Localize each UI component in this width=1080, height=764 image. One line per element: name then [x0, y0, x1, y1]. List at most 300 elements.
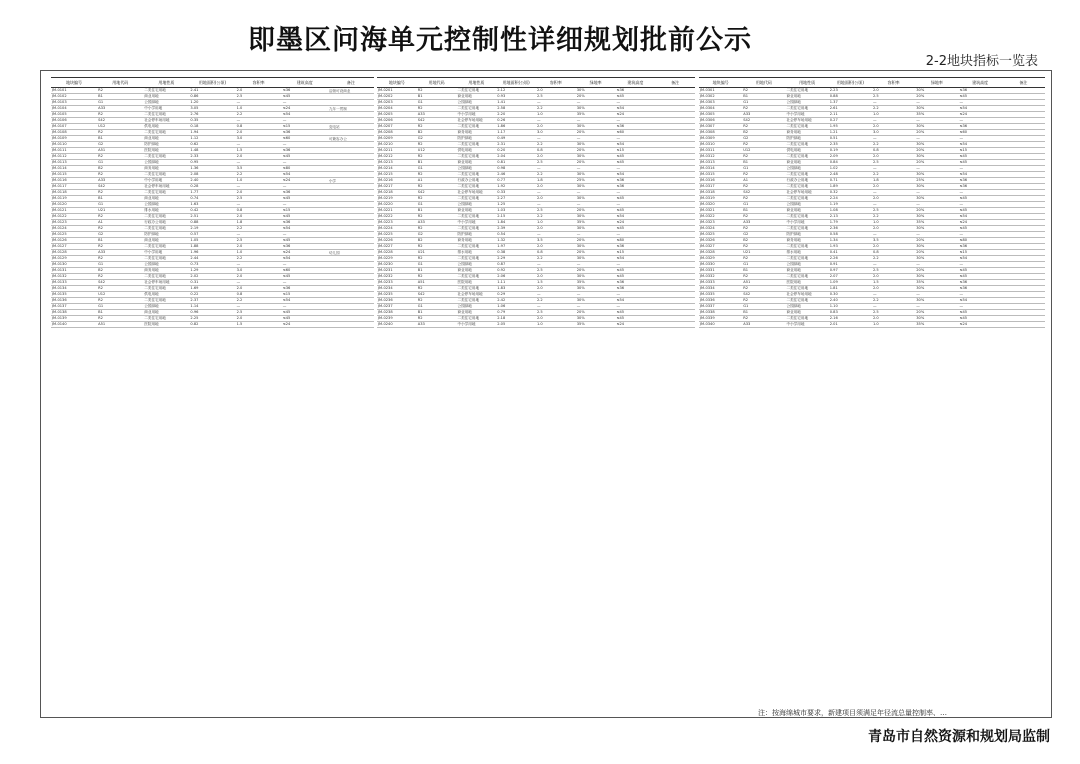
table-cell: 2.5 — [236, 94, 282, 100]
table-cell: 二类住宅用地 — [786, 214, 829, 220]
table-cell: R2 — [97, 130, 143, 136]
table-cell: 医院用地 — [457, 280, 497, 286]
table-cell: 2.0 — [536, 154, 576, 160]
column-header: 绿地率 — [915, 78, 958, 88]
table-cell: A1 — [417, 178, 457, 184]
table-cell: 0.82 — [189, 322, 235, 328]
table-cell: ≤45 — [959, 94, 1002, 100]
table-cell: B1 — [742, 268, 785, 274]
table-cell: — — [915, 100, 958, 106]
table-cell: 30% — [576, 256, 616, 262]
table-cell: 0.88 — [829, 94, 872, 100]
table-cell: ≤54 — [959, 142, 1002, 148]
table-header-row — [699, 78, 1045, 88]
table-cell: JM-0205 — [377, 112, 417, 118]
table-cell: JM-0116 — [51, 178, 97, 184]
table-cell: — — [872, 100, 915, 106]
table-cell: 二类住宅用地 — [457, 244, 497, 250]
table-cell: 2.2 — [872, 214, 915, 220]
table-cell: JM-0228 — [377, 250, 417, 256]
table-cell: R2 — [417, 142, 457, 148]
table-cell: ≤45 — [616, 226, 656, 232]
table-cell: 社会停车场用地 — [786, 292, 829, 298]
table-cell: ≤45 — [616, 154, 656, 160]
table-cell: — — [282, 262, 328, 268]
table-cell: 1.8 — [236, 220, 282, 226]
table-cell: ≤36 — [616, 178, 656, 184]
table-cell: R2 — [417, 244, 457, 250]
table-cell: ≤54 — [616, 106, 656, 112]
table-cell: G1 — [742, 166, 785, 172]
table-cell: 二类住宅用地 — [457, 274, 497, 280]
table-cell: ≤45 — [959, 196, 1002, 202]
table-cell: — — [872, 292, 915, 298]
table-cell: 1.84 — [496, 220, 536, 226]
table-cell: — — [959, 232, 1002, 238]
table-cell: JM-0130 — [51, 262, 97, 268]
table-cell: ≤45 — [282, 214, 328, 220]
table-cell: 30% — [576, 142, 616, 148]
table-cell: 中小学用地 — [786, 112, 829, 118]
table-cell: 0.8 — [536, 250, 576, 256]
table-cell: 2.0 — [536, 286, 576, 292]
table-cell: 1.5 — [236, 322, 282, 328]
table-cell: 20% — [915, 160, 958, 166]
table-cell: JM-0122 — [51, 214, 97, 220]
table-cell: 2.11 — [829, 112, 872, 118]
table-cell: ≤45 — [959, 316, 1002, 322]
table-cell: B1 — [417, 310, 457, 316]
table-cell: 20% — [576, 160, 616, 166]
table-cell: R2 — [97, 190, 143, 196]
table-cell: 2.5 — [536, 310, 576, 316]
table-cell: JM-0206 — [377, 118, 417, 124]
table-cell: ≤54 — [959, 214, 1002, 220]
table-cell: ≤36 — [616, 286, 656, 292]
table-cell: 3.5 — [536, 238, 576, 244]
table-panel-middle — [377, 77, 695, 707]
table-cell: 行政办公用地 — [457, 178, 497, 184]
table-cell: JM-0320 — [699, 202, 742, 208]
table-cell: 0.97 — [829, 268, 872, 274]
table-cell: ≤45 — [282, 316, 328, 322]
table-cell: R2 — [97, 172, 143, 178]
table-cell: 30% — [915, 154, 958, 160]
table-cell: 0.73 — [189, 262, 235, 268]
table-cell: ≤36 — [959, 286, 1002, 292]
table-cell: 公园绿地 — [143, 160, 189, 166]
column-header: 建筑高度 — [616, 78, 656, 88]
table-cell: JM-0325 — [699, 232, 742, 238]
table-cell: JM-0316 — [699, 178, 742, 184]
table-cell: R2 — [417, 196, 457, 202]
table-cell: 1.48 — [189, 148, 235, 154]
table-cell: JM-0223 — [377, 220, 417, 226]
table-cell: JM-0210 — [377, 142, 417, 148]
table-cell: 供电用地 — [143, 124, 189, 130]
table-cell: 2.16 — [829, 316, 872, 322]
table-cell: R2 — [742, 196, 785, 202]
table-cell: 二类住宅用地 — [457, 226, 497, 232]
column-header: 地块编号 — [699, 78, 742, 88]
table-cell: — — [915, 118, 958, 124]
table-cell: 2.0 — [872, 226, 915, 232]
table-cell: R2 — [417, 124, 457, 130]
table-cell: 二类住宅用地 — [457, 106, 497, 112]
table-cell: S42 — [97, 118, 143, 124]
table-cell: 二类住宅用地 — [786, 88, 829, 94]
table-cell: 商业用地 — [143, 94, 189, 100]
table-panel-right — [699, 77, 1045, 707]
table-cell: ≤45 — [282, 238, 328, 244]
table-cell: — — [576, 202, 616, 208]
table-row — [699, 322, 1045, 328]
table-cell: ≤54 — [616, 172, 656, 178]
table-cell: JM-0134 — [51, 286, 97, 292]
table-cell: 行政办公用地 — [786, 178, 829, 184]
table-cell: 2.0 — [872, 196, 915, 202]
table-cell: — — [616, 190, 656, 196]
table-cell: 二类住宅用地 — [786, 196, 829, 202]
table-cell: JM-0311 — [699, 148, 742, 154]
table-cell: 2.2 — [872, 106, 915, 112]
table-cell: 2.2 — [536, 142, 576, 148]
table-cell: — — [236, 142, 282, 148]
column-header: 用地面积(公顷) — [496, 78, 536, 88]
table-cell: 2.2 — [536, 172, 576, 178]
table-cell: 35% — [915, 220, 958, 226]
table-cell: 0.38 — [496, 250, 536, 256]
table-cell: B2 — [742, 130, 785, 136]
table-cell: 幼儿园 — [328, 250, 374, 256]
table-cell: R2 — [742, 124, 785, 130]
table-cell: — — [282, 142, 328, 148]
table-cell: 1.77 — [189, 190, 235, 196]
table-cell: JM-0214 — [377, 166, 417, 172]
table-cell: 二类住宅用地 — [143, 298, 189, 304]
table-cell: R2 — [742, 154, 785, 160]
table-cell: JM-0202 — [377, 94, 417, 100]
indicator-table-left — [51, 77, 374, 328]
table-cell: 医院用地 — [143, 148, 189, 154]
table-cell: R2 — [742, 226, 785, 232]
table-cell: R2 — [417, 256, 457, 262]
table-cell: — — [576, 190, 616, 196]
table-cell: JM-0107 — [51, 124, 97, 130]
table-cell: 1.95 — [829, 124, 872, 130]
table-cell: R2 — [97, 112, 143, 118]
table-cell: R2 — [417, 184, 457, 190]
table-cell: 2.2 — [872, 256, 915, 262]
table-cell: 0.28 — [189, 184, 235, 190]
table-cell: 1.79 — [829, 220, 872, 226]
table-cell: — — [915, 190, 958, 196]
table-cell: R2 — [97, 274, 143, 280]
table-cell: JM-0126 — [51, 238, 97, 244]
table-cell: JM-0332 — [699, 274, 742, 280]
table-cell: ≤36 — [616, 88, 656, 94]
table-cell: — — [536, 262, 576, 268]
table-cell: 0.8 — [236, 124, 282, 130]
table-cell: ≤80 — [616, 238, 656, 244]
table-cell: 社会停车场用地 — [457, 292, 497, 298]
table-cell: R2 — [97, 88, 143, 94]
table-cell: 2.0 — [236, 130, 282, 136]
table-cell: 2.2 — [536, 214, 576, 220]
table-cell: JM-0131 — [51, 268, 97, 274]
table-cell: 1.0 — [236, 250, 282, 256]
table-cell: 2.2 — [236, 226, 282, 232]
table-cell: ≤54 — [959, 256, 1002, 262]
table-cell: JM-0322 — [699, 214, 742, 220]
table-cell: 公园绿地 — [786, 166, 829, 172]
table-cell: 3.0 — [872, 130, 915, 136]
table-cell: 0.26 — [496, 118, 536, 124]
table-cell: 公园绿地 — [457, 304, 497, 310]
footnote: 注：按海绵城市要求，新建项目须满足年径流总量控制率、… — [758, 709, 947, 717]
table-cell: ≤36 — [282, 244, 328, 250]
table-cell: 2.5 — [536, 160, 576, 166]
table-cell: ≤36 — [959, 280, 1002, 286]
table-cell: 0.22 — [189, 292, 235, 298]
table-cell: R2 — [742, 244, 785, 250]
table-cell: 1.03 — [496, 208, 536, 214]
table-cell: B2 — [417, 238, 457, 244]
table-cell: JM-0111 — [51, 148, 97, 154]
table-cell: ≤54 — [959, 298, 1002, 304]
table-cell: 0.35 — [189, 118, 235, 124]
table-cell: 3.0 — [236, 268, 282, 274]
table-cell: JM-0309 — [699, 136, 742, 142]
table-cell: 0.98 — [496, 166, 536, 172]
table-cell: ≤15 — [616, 148, 656, 154]
indicator-table-right — [699, 77, 1045, 328]
table-cell: 商务用地 — [143, 268, 189, 274]
table-cell: JM-0222 — [377, 214, 417, 220]
table-cell: 0.81 — [496, 160, 536, 166]
table-cell: 排水用地 — [143, 208, 189, 214]
table-cell: JM-0307 — [699, 124, 742, 130]
table-cell: 2.5 — [536, 208, 576, 214]
table-cell: 2.31 — [496, 142, 536, 148]
table-cell: ≤60 — [282, 268, 328, 274]
table-cell: 30% — [576, 316, 616, 322]
table-cell: ≤15 — [282, 208, 328, 214]
table-cell: JM-0115 — [51, 172, 97, 178]
table-cell: 1.25 — [496, 202, 536, 208]
table-cell: JM-0317 — [699, 184, 742, 190]
table-cell: JM-0330 — [699, 262, 742, 268]
column-header: 用地代码 — [97, 78, 143, 88]
table-cell: 0.77 — [496, 178, 536, 184]
table-cell: 中小学用地 — [457, 220, 497, 226]
table-cell: B2 — [417, 130, 457, 136]
table-cell — [1002, 322, 1045, 328]
table-cell: 1.0 — [236, 178, 282, 184]
table-cell: 2.0 — [872, 88, 915, 94]
table-cell: 社会停车场用地 — [786, 190, 829, 196]
table-cell: G1 — [97, 100, 143, 106]
table-cell: S42 — [97, 184, 143, 190]
table-cell: A51 — [742, 280, 785, 286]
table-cell: — — [536, 292, 576, 298]
table-cell: ≤15 — [959, 250, 1002, 256]
table-cell: 二类住宅用地 — [786, 298, 829, 304]
table-cell: G1 — [742, 262, 785, 268]
table-cell: — — [536, 190, 576, 196]
table-cell: 20% — [915, 250, 958, 256]
table-cell: 二类住宅用地 — [786, 142, 829, 148]
table-cell: ≤36 — [959, 124, 1002, 130]
table-cell: — — [236, 184, 282, 190]
table-cell: B1 — [417, 208, 457, 214]
table-cell: A33 — [417, 220, 457, 226]
table-cell: — — [236, 232, 282, 238]
table-cell: 2.5 — [872, 94, 915, 100]
table-cell: ≤45 — [959, 160, 1002, 166]
table-cell: G1 — [417, 100, 457, 106]
table-cell: — — [282, 232, 328, 238]
table-cell: 1.0 — [872, 322, 915, 328]
table-cell: ≤80 — [282, 166, 328, 172]
table-cell: 二类住宅用地 — [457, 124, 497, 130]
table-cell: U12 — [97, 292, 143, 298]
table-cell: 二类住宅用地 — [457, 142, 497, 148]
table-cell: ≤36 — [959, 244, 1002, 250]
table-cell: 公园绿地 — [457, 166, 497, 172]
table-cell: JM-0212 — [377, 154, 417, 160]
table-cell: — — [282, 118, 328, 124]
table-cell: 2.12 — [496, 88, 536, 94]
table-cell: 排水用地 — [457, 250, 497, 256]
table-cell: 1.08 — [829, 208, 872, 214]
table-cell: — — [616, 262, 656, 268]
table-cell: 社会停车场用地 — [143, 280, 189, 286]
table-cell: 35% — [576, 220, 616, 226]
table-cell: ≤24 — [282, 178, 328, 184]
table-cell: ≤36 — [616, 184, 656, 190]
table-cell: G1 — [742, 100, 785, 106]
table-cell: 2.29 — [496, 256, 536, 262]
indicator-table-frame — [40, 70, 1052, 718]
column-header: 用地面积(公顷) — [829, 78, 872, 88]
table-cell: 二类住宅用地 — [457, 298, 497, 304]
table-cell: JM-0334 — [699, 286, 742, 292]
table-cell: — — [959, 262, 1002, 268]
table-cell: 30% — [576, 226, 616, 232]
table-cell: 20% — [576, 130, 616, 136]
table-cell: S42 — [417, 190, 457, 196]
table-cell: JM-0235 — [377, 292, 417, 298]
table-cell: — — [616, 202, 656, 208]
table-cell: 2.35 — [829, 142, 872, 148]
table-cell: — — [536, 100, 576, 106]
table-cell: 二类住宅用地 — [786, 274, 829, 280]
table-cell: R2 — [417, 286, 457, 292]
table-cell: 二类住宅用地 — [457, 88, 497, 94]
table-cell: 公园绿地 — [786, 100, 829, 106]
table-cell: JM-0132 — [51, 274, 97, 280]
table-cell: 2.0 — [872, 154, 915, 160]
table-cell: ≤45 — [616, 274, 656, 280]
table-cell: 中小学用地 — [457, 322, 497, 328]
table-cell: 2.37 — [189, 298, 235, 304]
table-cell: JM-0110 — [51, 142, 97, 148]
table-cell: 30% — [915, 196, 958, 202]
table-cell: 2.0 — [536, 226, 576, 232]
table-cell: R2 — [417, 154, 457, 160]
table-cell: ≤15 — [282, 292, 328, 298]
table-cell: 二类住宅用地 — [457, 214, 497, 220]
table-cell: R2 — [742, 316, 785, 322]
table-cell: ≤80 — [959, 238, 1002, 244]
table-cell: JM-0232 — [377, 274, 417, 280]
table-cell: ≤54 — [282, 298, 328, 304]
table-cell: R2 — [742, 256, 785, 262]
table-cell: R2 — [742, 106, 785, 112]
table-cell: 二类住宅用地 — [143, 130, 189, 136]
table-cell: 1.17 — [496, 130, 536, 136]
table-cell: 2.18 — [496, 316, 536, 322]
table-cell: 1.0 — [236, 106, 282, 112]
table-cell: R2 — [97, 256, 143, 262]
table-cell: 1.0 — [536, 220, 576, 226]
table-cell: 2.42 — [496, 298, 536, 304]
table-cell: JM-0231 — [377, 268, 417, 274]
table-cell: 二类住宅用地 — [143, 172, 189, 178]
table-cell: 二类住宅用地 — [143, 226, 189, 232]
table-cell: JM-0229 — [377, 256, 417, 262]
table-cell: — — [576, 166, 616, 172]
table-cell: 30% — [915, 244, 958, 250]
column-header: 用地代码 — [742, 78, 785, 88]
table-cell: 二类住宅用地 — [786, 244, 829, 250]
table-cell: ≤24 — [616, 112, 656, 118]
table-cell: G1 — [742, 304, 785, 310]
table-cell: A33 — [742, 322, 785, 328]
table-cell: 0.87 — [496, 262, 536, 268]
table-cell: — — [915, 202, 958, 208]
table-cell: — — [915, 166, 958, 172]
table-cell: JM-0108 — [51, 130, 97, 136]
table-cell: 2.5 — [236, 238, 282, 244]
table-cell: — — [536, 166, 576, 172]
table-cell: 2.0 — [872, 184, 915, 190]
table-cell: 防护绿地 — [786, 232, 829, 238]
column-header: 建筑高度 — [282, 78, 328, 88]
table-cell: JM-0319 — [699, 196, 742, 202]
table-cell: 0.83 — [829, 310, 872, 316]
table-cell: ≤36 — [282, 148, 328, 154]
table-cell: 二类住宅用地 — [786, 226, 829, 232]
table-cell: 公园绿地 — [457, 202, 497, 208]
table-cell: U12 — [97, 124, 143, 130]
table-cell: — — [616, 136, 656, 142]
table-cell: — — [959, 136, 1002, 142]
table-cell: JM-0321 — [699, 208, 742, 214]
table-cell: S42 — [97, 280, 143, 286]
table-cell: JM-0333 — [699, 280, 742, 286]
table-cell: R2 — [417, 172, 457, 178]
table-cell: ≤24 — [282, 322, 328, 328]
table-cell: 2.48 — [829, 172, 872, 178]
table-cell: R2 — [742, 184, 785, 190]
table-cell: 1.09 — [829, 280, 872, 286]
table-cell: ≤45 — [282, 274, 328, 280]
table-cell: 二类住宅用地 — [143, 214, 189, 220]
table-cell: 二类住宅用地 — [786, 106, 829, 112]
table-cell: ≤24 — [959, 220, 1002, 226]
